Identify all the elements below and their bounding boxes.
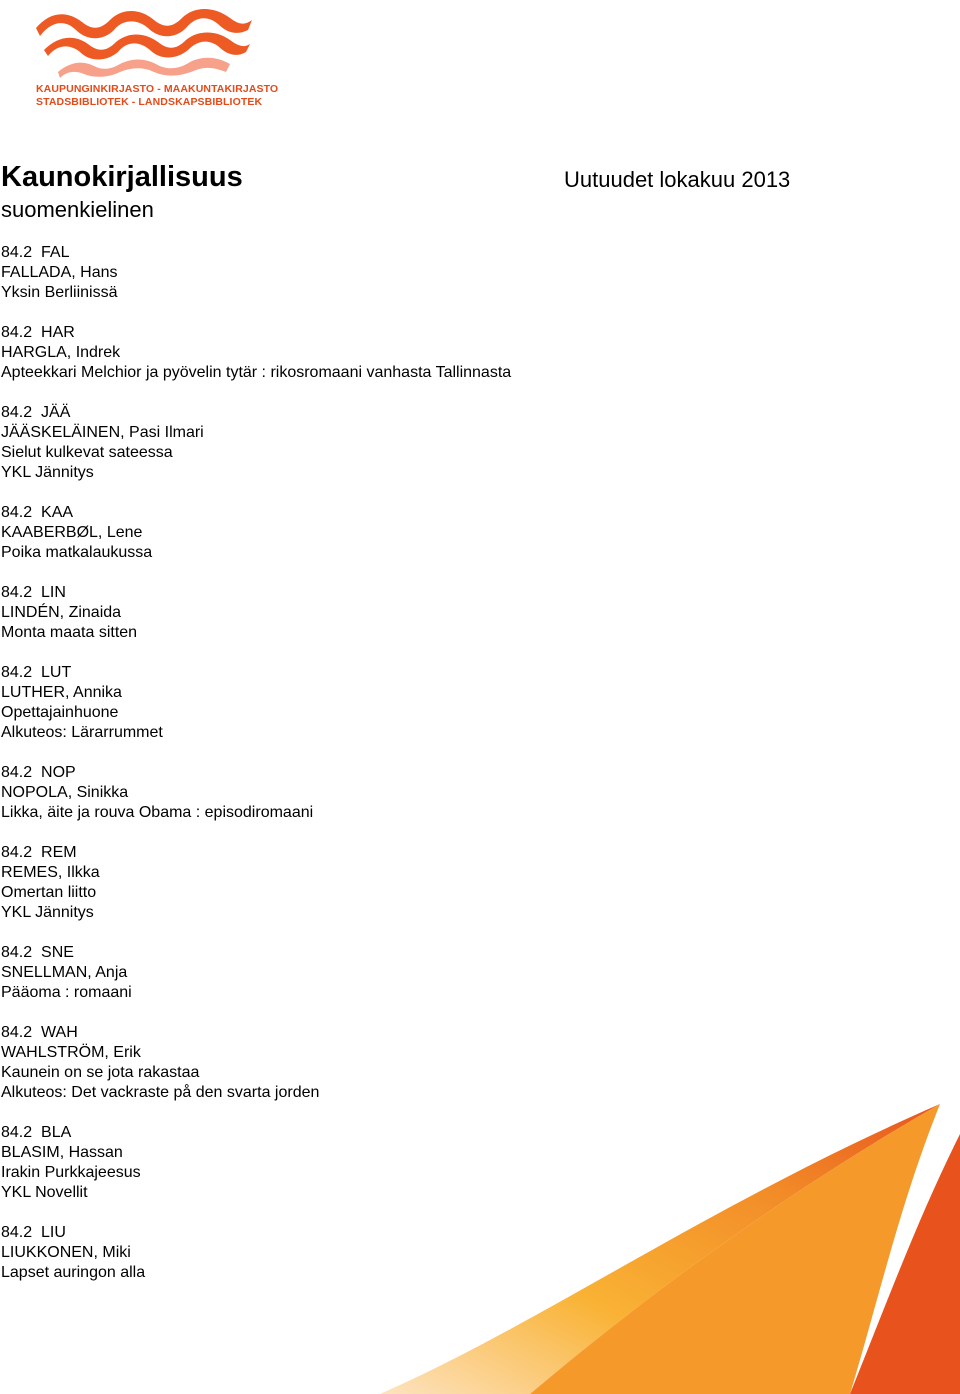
book-entry bbox=[1, 763, 511, 823]
author: HARGLA, Indrek bbox=[1, 344, 121, 361]
author: LINDÉN, Zinaida bbox=[1, 604, 122, 621]
note: YKL Jännitys bbox=[1, 904, 94, 921]
logo-wave-top bbox=[36, 9, 252, 38]
author: LIUKKONEN, Miki bbox=[1, 1244, 131, 1261]
book-entry bbox=[1, 583, 511, 643]
author: JÄÄSKELÄINEN, Pasi Ilmari bbox=[1, 424, 204, 441]
author: LUTHER, Annika bbox=[1, 684, 122, 701]
classification: 84.2 NOP bbox=[1, 764, 76, 781]
logo-wave-middle bbox=[44, 33, 250, 60]
author: WAHLSTRÖM, Erik bbox=[1, 1044, 141, 1061]
book-title: Sielut kulkevat sateessa bbox=[1, 444, 173, 461]
book-title: Poika matkalaukussa bbox=[1, 544, 153, 561]
note: Alkuteos: Lärarrummet bbox=[1, 724, 163, 741]
book-title: Likka, äite ja rouva Obama : episodiromaani bbox=[1, 804, 314, 821]
book-entry bbox=[1, 323, 511, 383]
book-title: Opettajainhuone bbox=[1, 704, 119, 721]
classification: 84.2 WAH bbox=[1, 1024, 78, 1041]
book-title: Apteekkari Melchior ja pyövelin tytär : rikosromaani vanhasta Tallinnasta bbox=[1, 364, 512, 381]
language-subtitle: suomenkielinen bbox=[1, 197, 154, 222]
note: YKL Jännitys bbox=[1, 464, 94, 481]
classification: 84.2 LIU bbox=[1, 1224, 66, 1241]
classification: 84.2 FAL bbox=[1, 244, 70, 261]
wave-logo-icon bbox=[30, 6, 260, 84]
book-title: Irakin Purkkajeesus bbox=[1, 1164, 141, 1181]
book-title: Omertan liitto bbox=[1, 884, 97, 901]
author: NOPOLA, Sinikka bbox=[1, 784, 129, 801]
author: SNELLMAN, Anja bbox=[1, 964, 128, 981]
book-entry bbox=[1, 403, 511, 483]
classification: 84.2 LUT bbox=[1, 664, 72, 681]
note: YKL Novellit bbox=[1, 1184, 88, 1201]
library-logo bbox=[30, 6, 279, 112]
classification: 84.2 KAA bbox=[1, 504, 74, 521]
book-title: Lapset auringon alla bbox=[1, 1264, 146, 1281]
book-entry bbox=[1, 843, 511, 923]
classification: 84.2 LIN bbox=[1, 584, 66, 601]
period-heading: Uutuudet lokakuu 2013 bbox=[564, 167, 791, 192]
book-entry bbox=[1, 1023, 511, 1103]
book-entry bbox=[1, 503, 511, 563]
author: BLASIM, Hassan bbox=[1, 1144, 123, 1161]
classification: 84.2 SNE bbox=[1, 944, 74, 961]
classification: 84.2 BLA bbox=[1, 1124, 72, 1141]
page-title: Kaunokirjallisuus bbox=[1, 161, 243, 193]
logo-text-finnish: KAUPUNGINKIRJASTO - MAAKUNTAKIRJASTO bbox=[36, 83, 279, 95]
book-entry bbox=[1, 663, 511, 743]
classification: 84.2 JÄÄ bbox=[1, 404, 71, 421]
book-entry bbox=[1, 243, 511, 303]
classification: 84.2 REM bbox=[1, 844, 77, 861]
logo-text-swedish: STADSBIBLIOTEK - LANDSKAPSBIBLIOTEK bbox=[36, 96, 263, 108]
classification: 84.2 HAR bbox=[1, 324, 75, 341]
book-title: Monta maata sitten bbox=[1, 624, 138, 641]
book-title: Yksin Berliinissä bbox=[1, 284, 118, 301]
decorative-swoosh-icon bbox=[380, 1094, 960, 1394]
book-title: Pääoma : romaani bbox=[1, 984, 132, 1001]
book-entry bbox=[1, 943, 511, 1003]
note: Alkuteos: Det vackraste på den svarta jorden bbox=[1, 1084, 320, 1101]
book-title: Kaunein on se jota rakastaa bbox=[1, 1064, 200, 1081]
author: REMES, Ilkka bbox=[1, 864, 100, 881]
author: KAABERBØL, Lene bbox=[1, 524, 143, 541]
author: FALLADA, Hans bbox=[1, 264, 118, 281]
logo-wave-bottom bbox=[58, 58, 230, 78]
